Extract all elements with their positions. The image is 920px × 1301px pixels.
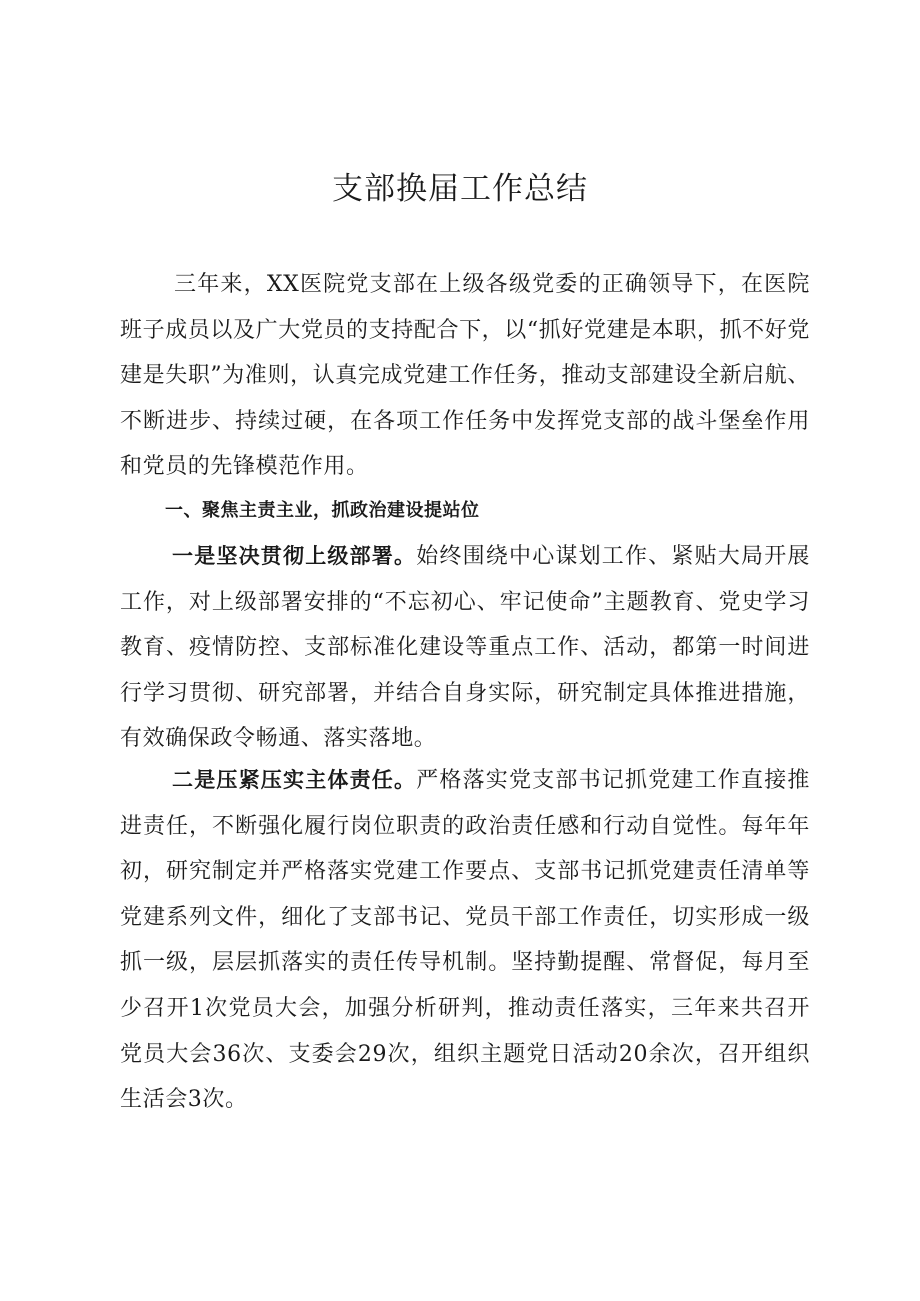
section-heading: 一、聚焦主责主业，抓政治建设提站位 — [165, 500, 480, 521]
paragraph-implement-deployment — [120, 534, 810, 762]
paragraph-main-responsibility — [120, 758, 810, 1123]
document-title: 支部换届工作总结 — [332, 171, 588, 207]
paragraph-body: 始终围绕中心谋划工作、紧贴大局开展工作，对上级部署安排的“不忘初心、牢记使命”主题教育、党史学习教育、疫情防控、支部标准化建设等重点工作、活动，都第一时间进行学习贯彻、研究部署，并结合自身实际，研究制定具体推进措施，有效确保政令畅通、落实落地。 — [120, 544, 810, 752]
paragraph-body: 严格落实党支部书记抓党建工作直接推进责任，不断强化履行岗位职责的政治责任感和行动自觉性。每年年初，研究制定并严格落实党建工作要点、支部书记抓党建责任清单等党建系列文件，细化了支部书记、党员干部工作责任，切实形成一级抓一级，层层抓落实的责任传导机制。坚持勤提醒、常督促，每月至少召开1次党员大会，加强分析研判，推动责任落实，三年来共召开党员大会36次、支委会29次，组织主题党日活动20余次，召开组织生活会3次。 — [120, 768, 810, 1113]
intro-paragraph: 三年来，XX医院党支部在上级各级党委的正确领导下，在医院班子成员以及广大党员的支持配合下，以“抓好党建是本职，抓不好党建是失职”为准则，认真完成党建工作任务，推动支部建设全新启航、不断进步、持续过硬，在各项工作任务中发挥党支部的战斗堡垒作用和党员的先锋模范作用。 — [120, 272, 810, 480]
paragraph-lead: 一是坚决贯彻上级部署。 — [172, 544, 417, 568]
paragraph-lead: 二是压紧压实主体责任。 — [172, 768, 417, 792]
